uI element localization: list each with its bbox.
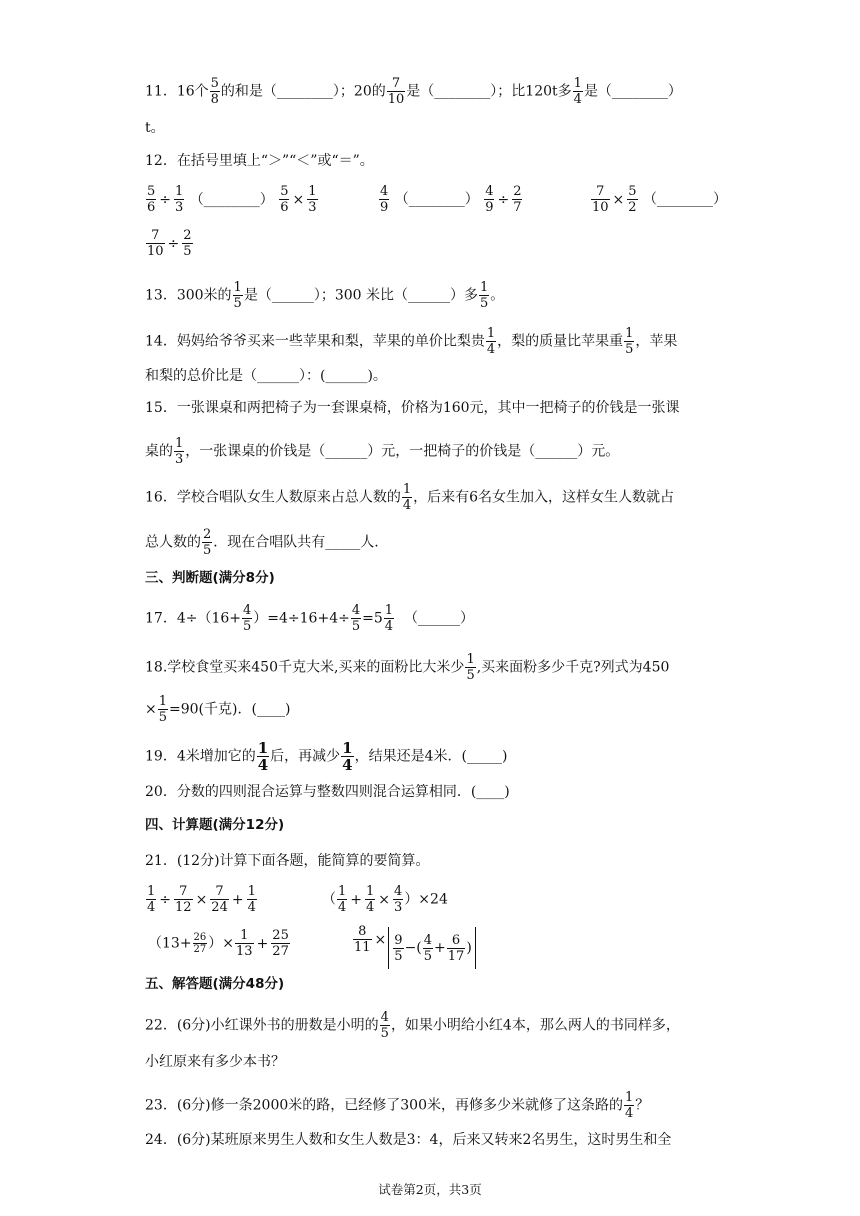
fraction: $\frac{4}{5}$ [423, 932, 433, 964]
fraction: $\frac{7}{10}$ [592, 184, 609, 215]
fraction: $\frac{7}{24}$ [211, 884, 228, 915]
fraction: $\frac{2}{7}$ [513, 184, 522, 215]
fraction: $\frac{1}{3}$ [175, 184, 184, 215]
question-16: 16．学校合唱队女生人数原来占总人数的 $\frac{1}{4}$ ，后来有6名女生加入，这样女生人数就占 [145, 482, 675, 513]
fraction: $\frac{1}{5}$ [466, 652, 475, 683]
question-12-title: 12．在括号里填上“＞”“＜”或“＝”。 [145, 153, 374, 169]
fraction: $\frac{1}{5}$ [625, 326, 634, 357]
fraction: $\frac{1}{4}$ [573, 76, 582, 107]
fraction: $\frac{1}{3}$ [175, 436, 184, 467]
question-15: 15．一张课桌和两把椅子为一套课桌椅，价格为160元，其中一把椅子的价钱是一张课 [145, 400, 680, 416]
question-19: 19．4米增加它的 $\frac{1}{4}$ 后，再减少 $\frac{1}{4}$ ，结果还是4米．(_____) [145, 739, 508, 774]
question-22: 22．(6分)小红课外书的册数是小明的 $\frac{4}{5}$ ，如果小明给小红4本，那么两人的书同样多， [145, 1010, 680, 1041]
question-23: 23．(6分)修一条2000米的路，已经修了300米，再修多少米就修了这条路的 $\frac{1}{4}$ ？ [145, 1090, 650, 1121]
fraction: $\frac{1}{4}$ [625, 1090, 634, 1121]
fraction: $\frac{4}{3}$ [394, 884, 403, 915]
fraction: $\frac{5}{8}$ [210, 76, 219, 107]
question-11-cont: t。 [145, 120, 165, 136]
compare-a: $\frac{5}{6}$ ÷ $\frac{1}{3}$ （________） $\frac{5}{6}$ × $\frac{1}{3}$ [147, 184, 317, 215]
question-18-cont: × $\frac{1}{5}$ =90(千克)．(____) [145, 694, 291, 725]
fraction: $\frac{26}{27}$ [193, 932, 207, 955]
fraction: $\frac{1}{4}$ [247, 884, 256, 915]
fraction: $\frac{1}{4}$ [147, 884, 156, 915]
calc-expression-3: （13+ $\frac{26}{27}$ ）× $\frac{1}{13}$ + $\frac{25}{27}$ [148, 928, 289, 959]
question-21-title: 21．(12分)计算下面各题，能简算的要简算。 [145, 853, 430, 869]
fraction: $\frac{4}{5}$ [351, 603, 361, 634]
fraction: $\frac{1}{4}$ [257, 739, 269, 774]
question-20: 20．分数的四则混合运算与整数四则混合运算相同．(____) [145, 784, 510, 800]
fraction: $\frac{5}{6}$ [147, 184, 156, 215]
question-17: 17．4÷（16+ $\frac{4}{5}$ ）=4÷16+4÷ $\frac{4}{5}$ =5 $\frac{1}{4}$ （______） [145, 603, 474, 634]
fraction: $\frac{7}{10}$ [387, 76, 405, 107]
fraction: $\frac{1}{4}$ [486, 326, 496, 357]
answer-blank[interactable]: （________） [394, 191, 479, 208]
question-14-cont: 和梨的总价比是（______）：(______)。 [145, 368, 387, 384]
fraction: $\frac{25}{27}$ [272, 928, 289, 959]
fraction: $\frac{7}{12}$ [175, 884, 192, 915]
calc-expression-4: $\frac{8}{11}$ × $\frac{9}{5}$ −( $\frac{4}{5}$ + $\frac{6}{17}$ ) [352, 924, 476, 969]
question-11: 11．16个 $\frac{5}{8}$ 的和是（________）；20的 $\frac{7}{10}$ 是（________）；比120t多 $\frac{1}{4}$ 是（________） [145, 76, 682, 107]
fraction: $\frac{2}{5}$ [203, 527, 212, 558]
fraction: $\frac{2}{5}$ [183, 228, 192, 259]
fraction: $\frac{1}{5}$ [480, 280, 489, 311]
section-heading-judge: 三、判断题(满分8分) [145, 570, 275, 586]
fraction: $\frac{5}{2}$ [628, 184, 637, 215]
calc-expression-1: $\frac{1}{4}$ ÷ $\frac{7}{12}$ × $\frac{7}{24}$ + $\frac{1}{4}$ [147, 884, 256, 915]
fraction: $\frac{9}{5}$ [394, 932, 403, 964]
fraction: $\frac{1}{4}$ [342, 739, 353, 774]
fraction: $\frac{1}{3}$ [308, 184, 317, 215]
fraction: $\frac{4}{9}$ [380, 184, 389, 215]
question-16-cont: 总人数的 $\frac{2}{5}$ ．现在合唱队共有_____人. [145, 527, 379, 558]
fraction: $\frac{4}{5}$ [243, 603, 252, 634]
section-heading-solve: 五、解答题(满分48分) [145, 976, 285, 992]
page-footer: 试卷第2页，共3页 [378, 1182, 482, 1197]
square-bracket: $\frac{9}{5}$ −( $\frac{4}{5}$ + $\frac{6}{17}$ ) [388, 927, 476, 969]
section-heading-calc: 四、计算题(满分12分) [145, 817, 285, 833]
answer-blank[interactable]: （________） [189, 191, 274, 208]
compare-b: $\frac{4}{9}$ （________） $\frac{4}{9}$ ÷ $\frac{2}{7}$ [380, 184, 522, 215]
fraction: $\frac{5}{6}$ [280, 184, 289, 215]
compare-c-cont: $\frac{7}{10}$ ÷ $\frac{2}{5}$ [147, 228, 192, 259]
fraction: $\frac{4}{9}$ [485, 184, 494, 215]
calc-expression-2: （ $\frac{1}{4}$ + $\frac{1}{4}$ × $\frac{4}{3}$ ）×24 [322, 884, 448, 915]
compare-c: $\frac{7}{10}$ × $\frac{5}{2}$ （________） [592, 184, 728, 215]
fraction: $\frac{1}{4}$ [384, 603, 394, 634]
fraction: $\frac{4}{5}$ [380, 1010, 389, 1041]
answer-blank[interactable]: （______） [403, 610, 474, 627]
fraction: $\frac{7}{10}$ [147, 228, 164, 259]
fraction: $\frac{1}{4}$ [338, 884, 347, 915]
question-24: 24．(6分)某班原来男生人数和女生人数是3：4，后来又转来2名男生，这时男生和全 [145, 1132, 672, 1148]
question-15-cont: 桌的 $\frac{1}{3}$ ，一张课桌的价钱是（______）元，一把椅子的价钱是（______）元。 [145, 436, 620, 467]
fraction: $\frac{1}{5}$ [158, 694, 168, 725]
question-18: 18.学校食堂买来450千克大米,买来的面粉比大米少 $\frac{1}{5}$ ,买来面粉多少千克?列式为450 [145, 652, 670, 683]
fraction: $\frac{1}{5}$ [233, 280, 242, 311]
fraction: $\frac{1}{4}$ [366, 884, 375, 915]
answer-blank[interactable]: （________） [643, 191, 728, 208]
question-13: 13．300米的 $\frac{1}{5}$ 是（______）；300 米比（______）多 $\frac{1}{5}$ 。 [145, 280, 505, 311]
fraction: $\frac{1}{13}$ [236, 928, 253, 959]
fraction: $\frac{1}{4}$ [402, 482, 412, 513]
question-22-cont: 小红原来有多少本书？ [145, 1054, 285, 1070]
fraction: $\frac{6}{17}$ [447, 932, 465, 964]
fraction: $\frac{8}{11}$ [354, 924, 371, 955]
question-12-row-1 [145, 184, 319, 215]
question-14: 14．妈妈给爷爷买来一些苹果和梨，苹果的单价比梨贵 $\frac{1}{4}$ ，梨的质量比苹果重 $\frac{1}{5}$ ，苹果 [145, 326, 678, 357]
